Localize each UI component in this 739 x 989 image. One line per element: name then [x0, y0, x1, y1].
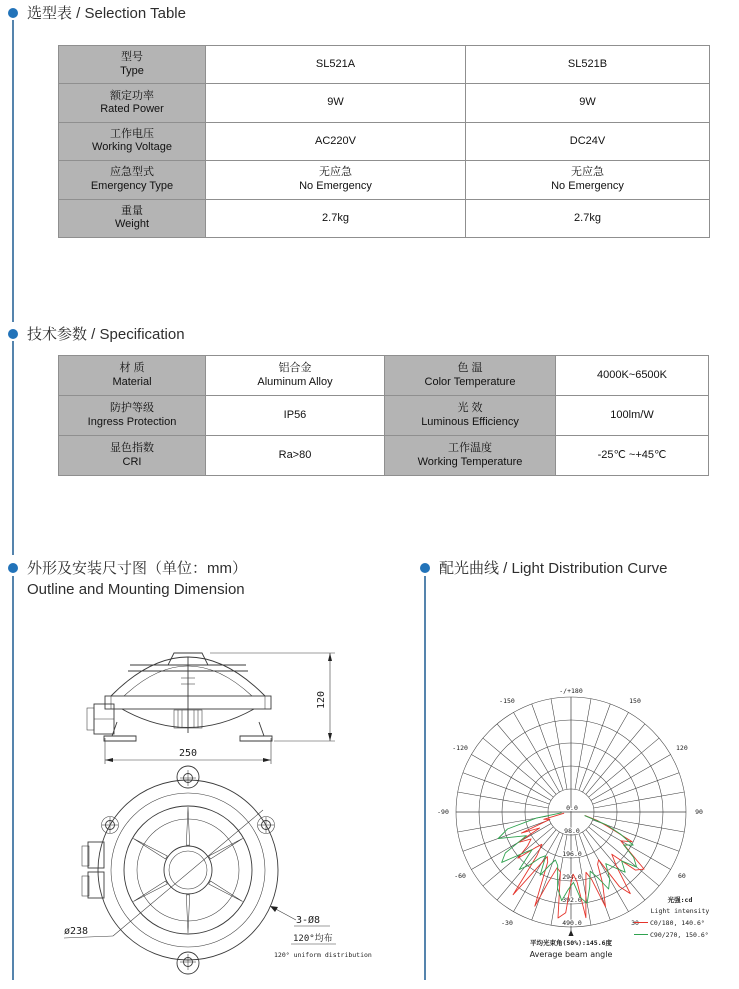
spec-table	[58, 355, 709, 476]
table-cell: 无应急 No Emergency	[206, 161, 465, 198]
section-divider-line	[12, 341, 14, 555]
radial-tick-label: 0.0	[566, 804, 578, 812]
side-view	[87, 653, 272, 741]
polar-spoke	[514, 712, 560, 792]
table-cell: 100lm/W	[556, 396, 708, 435]
polar-spoke	[591, 824, 671, 870]
angle-label: 60	[677, 872, 686, 880]
section-curve-header	[420, 558, 667, 579]
light-distribution-chart	[428, 686, 733, 986]
angle-label: -120	[452, 744, 468, 752]
angle-label: -60	[454, 872, 466, 880]
polar-spoke	[471, 755, 551, 801]
diameter-label: ø238	[64, 926, 89, 937]
table-cell: SL521B	[466, 46, 709, 83]
angle-label-top: -/+180	[559, 687, 583, 695]
dim-width-label: 250	[178, 748, 198, 759]
table-header-cell: 材 质 Material	[59, 356, 205, 395]
angle-label: 150	[629, 697, 641, 706]
angle-label: -30	[501, 918, 513, 927]
angle-label: -150	[499, 697, 515, 706]
selection-table	[58, 45, 710, 238]
front-view	[64, 766, 372, 974]
table-cell: 4000K~6500K	[556, 356, 708, 395]
section-title: 技术参数 / Specification	[27, 326, 185, 343]
table-header-cell: 防护等级 Ingress Protection	[59, 396, 205, 435]
table-header-cell: 工作电压 Working Voltage	[59, 123, 205, 160]
radial-tick-label: 490.0	[562, 919, 582, 927]
section-title: 选型表 / Selection Table	[27, 5, 186, 22]
polar-spoke	[594, 792, 685, 808]
polar-spoke	[497, 724, 556, 795]
polar-spoke	[575, 699, 591, 790]
table-header-cell: 重量 Weight	[59, 200, 205, 237]
dim-height	[210, 653, 335, 741]
section-bullet-icon	[8, 563, 18, 573]
table-cell: IP56	[206, 396, 384, 435]
table-cell: 无应急 No Emergency	[466, 161, 709, 198]
table-cell: 2.7kg	[466, 200, 709, 237]
table-header-cell: 型号 Type	[59, 46, 205, 83]
polar-spoke	[583, 712, 629, 792]
angle-label: 120	[676, 744, 688, 752]
polar-spoke	[483, 738, 554, 797]
table-cell: 9W	[466, 84, 709, 121]
polar-spoke	[589, 827, 660, 886]
holes-note-zh: 120°均布	[293, 934, 333, 944]
section-title-zh: 外形及安装尺寸图（单位：mm）	[27, 560, 247, 577]
radial-tick-label: 196.0	[562, 850, 582, 858]
section-bullet-icon	[420, 563, 430, 573]
table-header-cell: 工作温度 Working Temperature	[385, 436, 555, 475]
legend-title-zh: 光强:cd	[667, 896, 693, 904]
dim-height-label: 120	[316, 690, 327, 710]
polar-spoke	[471, 824, 551, 870]
polar-spoke	[593, 773, 680, 804]
table-cell: Ra>80	[206, 436, 384, 475]
holes-note-en: 120° uniform distribution	[274, 951, 372, 959]
radial-tick-label: 392.0	[562, 896, 582, 904]
table-header-cell: 色 温 Color Temperature	[385, 356, 555, 395]
angle-label: 30	[631, 918, 639, 927]
section-divider-line	[12, 576, 14, 980]
polar-spoke	[532, 704, 563, 791]
axis-arrow-icon	[568, 930, 573, 936]
table-header-cell: 光 效 Luminous Efficiency	[385, 396, 555, 435]
chart-caption-en: Average beam angle	[529, 950, 613, 959]
table-cell: DC24V	[466, 123, 709, 160]
outline-drawing	[38, 638, 383, 988]
polar-spoke	[586, 724, 645, 795]
legend-title-en: Light intensity	[650, 907, 710, 915]
section-bullet-icon	[8, 8, 18, 18]
polar-spoke	[458, 792, 549, 808]
table-header-cell: 显色指数 CRI	[59, 436, 205, 475]
table-header-cell: 额定功率 Rated Power	[59, 84, 205, 121]
table-cell: SL521A	[206, 46, 465, 83]
section-divider-line	[424, 576, 426, 980]
table-cell: AC220V	[206, 123, 465, 160]
polar-spoke	[583, 832, 629, 912]
section-outline-header	[8, 558, 247, 600]
angle-label: -90	[437, 808, 449, 816]
holes-label: 3-Ø8	[296, 915, 321, 926]
table-cell: 铝合金 Aluminum Alloy	[206, 356, 384, 395]
section-title: 配光曲线 / Light Distribution Curve	[439, 560, 668, 577]
table-cell: -25℃ ~+45℃	[556, 436, 708, 475]
section-title-en: Outline and Mounting Dimension	[27, 581, 245, 598]
section-selection-header	[8, 3, 186, 24]
polar-spoke	[579, 704, 610, 791]
dim-width	[105, 738, 271, 764]
chart-caption-zh: 平均光束角(50%):145.6度	[529, 939, 613, 947]
radial-tick-label: 294.0	[562, 873, 582, 881]
angle-label: 90	[695, 808, 703, 816]
radial-tick-label: 98.0	[564, 827, 580, 835]
polar-spoke	[591, 755, 671, 801]
table-header-cell: 应急型式 Emergency Type	[59, 161, 205, 198]
table-cell: 2.7kg	[206, 200, 465, 237]
polar-spoke	[589, 738, 660, 797]
section-spec-header	[8, 324, 185, 345]
legend-entry: C0/180, 140.6°	[650, 919, 705, 927]
polar-spoke	[463, 773, 550, 804]
polar-spoke	[551, 699, 567, 790]
polar-spoke	[594, 816, 685, 832]
table-cell: 9W	[206, 84, 465, 121]
section-bullet-icon	[8, 329, 18, 339]
legend-entry: C90/270, 150.6°	[650, 931, 709, 939]
polar-spoke	[463, 820, 550, 851]
section-divider-line	[12, 20, 14, 322]
